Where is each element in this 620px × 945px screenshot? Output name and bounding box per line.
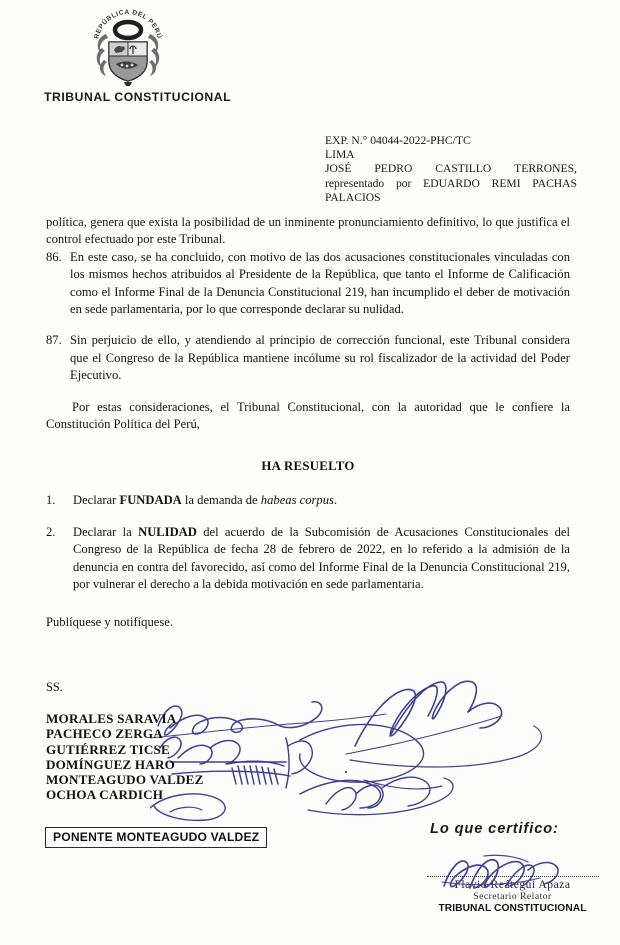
ruling-bold: NULIDAD [138, 524, 197, 539]
ruling-list [46, 492, 570, 593]
ruling-prefix: Declarar [73, 493, 120, 508]
jurisdiction: LIMA [325, 148, 355, 162]
ruling-text [73, 492, 570, 509]
magistrate-name: MORALES SARAVIA [46, 711, 177, 726]
ruling-text [73, 524, 570, 594]
ponente-box: PONENTE MONTEAGUDO VALDEZ [45, 827, 267, 848]
secretary-name: Flavio Reátegui Apaza [454, 878, 571, 891]
magistrate-signatures-image [150, 676, 590, 826]
ruling-number: 1. [46, 493, 56, 508]
paragraph-text: En este caso, se ha concluido, con motivo de las dos acusaciones constitucionales vinculadas con los mismos hechos atribuidos al Presidente de la República, que tanto el Informe de Calificación como el Informe Final de la Denuncia Constitucional 219, han incumplido el deber de motivación en sede parlamentaria, por lo que corresponde declarar su nulidad. [70, 249, 570, 317]
magistrate-name: OCHOA CARDICH [46, 787, 164, 803]
ruling-prefix: Declarar la [73, 524, 139, 539]
party-word-1: PEDRO [374, 162, 413, 176]
document-header [44, 4, 584, 104]
secretary-role: Secretario Relator [473, 891, 552, 902]
ruling-middle: la demanda de [181, 493, 261, 508]
paragraph-text: Sin perjuicio de ello, y atendiendo al principio de corrección funcional, este Tribunal considera que el Congreso de la República mantiene incólume su rol fiscalizador de la actividad del Poder Ejecutivo. [70, 333, 570, 383]
continued-paragraph: política, genera que exista la posibilidad de un inminente pronunciamiento definitivo, lo que justifica el control efectuado por este Tribunal. [46, 215, 570, 247]
ruling-item-1 [46, 492, 570, 509]
secretary-organization: TRIBUNAL CONSTITUCIONAL [438, 903, 587, 914]
ruling-italic: habeas corpus [260, 493, 334, 508]
ruling-bold: FUNDADA [119, 493, 182, 508]
party-word-2: CASTILLO [435, 162, 492, 176]
party-representative: representado por EDUARDO REMI PACHAS [325, 176, 577, 190]
signature-line [427, 876, 599, 877]
party-word-0: JOSÉ [325, 162, 352, 176]
magistrate-name-list [46, 711, 204, 803]
certification-label: Lo que certifico: [430, 821, 559, 837]
ruling-middle: del acuerdo de la Subcomisión de Acusaciones Constitucionales del Congreso de la República de fecha 28 de febrero de 2022, en lo referido a la admisión de la denuncia en contra del favorecido, así como del Informe Final de la Denuncia Constitucional 219, por vulnerar el derecho a la debida motivación en sede parlamentaria. [73, 524, 570, 592]
magistrate-name: PACHECO ZERGA [46, 726, 163, 742]
expediente-number: EXP. N.° 04044-2022-PHC/TC [325, 134, 471, 147]
ss-label: SS. [46, 680, 63, 694]
ruling-item-2 [46, 524, 570, 594]
publication-note: Publíquese y notifíquese. [46, 614, 173, 629]
magistrate-name: MONTEAGUDO VALDEZ [46, 772, 204, 788]
ruling-suffix: . [333, 493, 338, 508]
institution-title: TRIBUNAL CONSTITUCIONAL [44, 90, 232, 104]
party-word-3: TERRONES, [514, 162, 577, 176]
peru-coat-of-arms-icon [86, 4, 170, 86]
paragraph-number: 87. [46, 333, 62, 348]
document-body [46, 214, 570, 631]
ruling-heading: HA RESUELTO [261, 459, 355, 474]
case-header-block [325, 134, 577, 205]
party-name [325, 162, 577, 176]
numbered-paragraph-87 [46, 332, 570, 384]
numbered-paragraph-86 [46, 249, 570, 319]
magistrate-name: GUTIÉRREZ TICSE [46, 741, 170, 757]
paragraph-number: 86. [46, 249, 62, 264]
secretary-signature-block [420, 876, 605, 914]
party-representative-cont: PALACIOS [325, 190, 381, 204]
magistrate-name: DOMÍNGUEZ HARO [46, 756, 176, 772]
crest-wrapper [44, 4, 620, 86]
ruling-number: 2. [46, 524, 56, 539]
closing-paragraph: Por estas consideraciones, el Tribunal Constitucional, con la autoridad que le confiere la Constitución Política del Perú, [46, 399, 570, 432]
svg-text:REPÚBLICA DEL PERÚ: REPÚBLICA DEL PERÚ [93, 8, 163, 40]
